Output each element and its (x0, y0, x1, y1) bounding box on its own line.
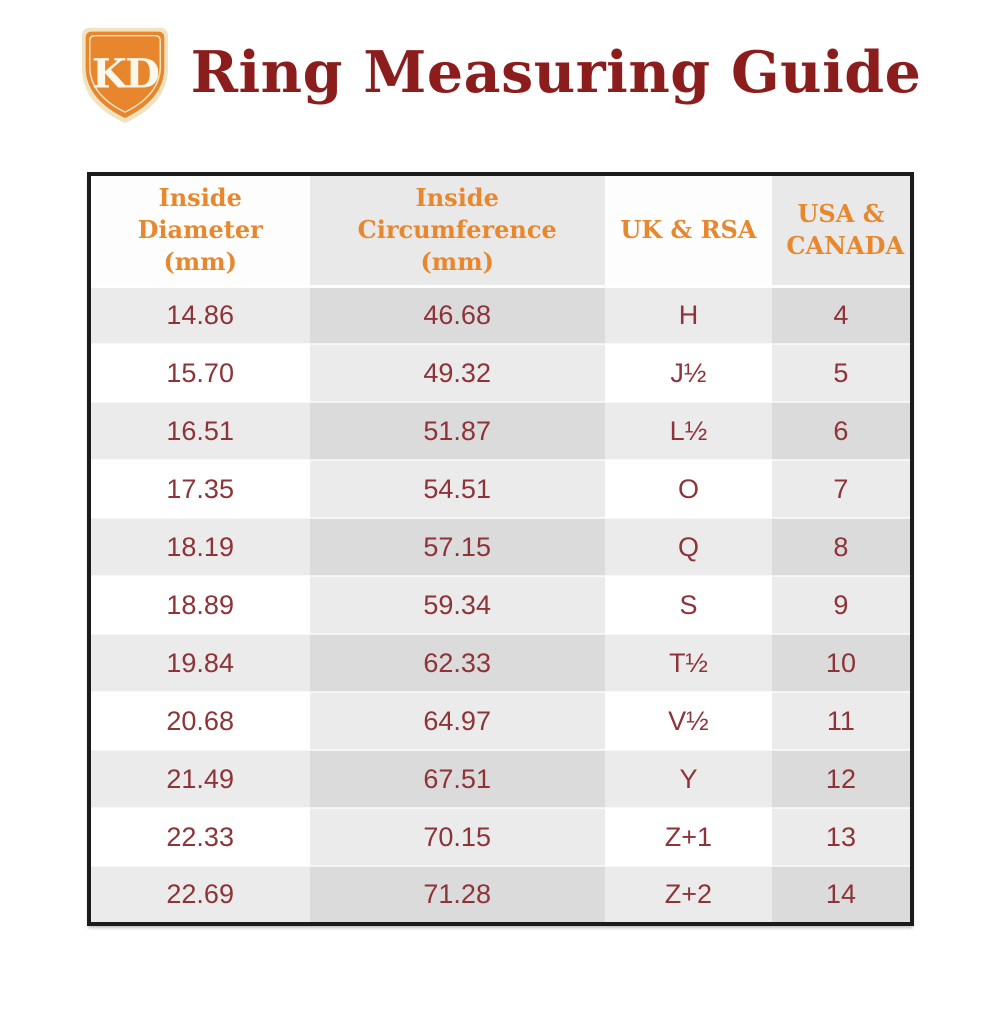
table-cell: 8 (772, 518, 911, 576)
table-cell: 22.33 (89, 808, 310, 866)
table-row (89, 286, 912, 344)
table-cell: 54.51 (310, 460, 605, 518)
table-cell: 22.69 (89, 866, 310, 924)
table-cell: H (605, 286, 773, 344)
table-cell: J½ (605, 344, 773, 402)
col-header-usa-canada: USA & CANADA (772, 174, 911, 286)
table-row (89, 460, 912, 518)
table-row (89, 808, 912, 866)
table-cell: 70.15 (310, 808, 605, 866)
table-cell: 18.19 (89, 518, 310, 576)
table-cell: 14.86 (89, 286, 310, 344)
table-cell: Z+1 (605, 808, 773, 866)
table-cell: S (605, 576, 773, 634)
table-cell: 71.28 (310, 866, 605, 924)
table-container (87, 172, 914, 926)
table-cell: 7 (772, 460, 911, 518)
table-cell: 20.68 (89, 692, 310, 750)
table-cell: 9 (772, 576, 911, 634)
table-row (89, 692, 912, 750)
table-cell: 49.32 (310, 344, 605, 402)
table-row (89, 750, 912, 808)
table-cell: 67.51 (310, 750, 605, 808)
ring-size-table (87, 172, 914, 926)
table-cell: 11 (772, 692, 911, 750)
table-cell: L½ (605, 402, 773, 460)
table-cell: 19.84 (89, 634, 310, 692)
table-row (89, 344, 912, 402)
table-cell: 14 (772, 866, 911, 924)
table-cell: 62.33 (310, 634, 605, 692)
table-cell: T½ (605, 634, 773, 692)
table-row (89, 866, 912, 924)
table-cell: 4 (772, 286, 911, 344)
table-row (89, 518, 912, 576)
table-cell: 15.70 (89, 344, 310, 402)
col-header-uk-rsa: UK & RSA (605, 174, 773, 286)
table-cell: 5 (772, 344, 911, 402)
table-cell: 12 (772, 750, 911, 808)
table-cell: Y (605, 750, 773, 808)
page-title: Ring Measuring Guide (190, 38, 922, 106)
table-cell: 18.89 (89, 576, 310, 634)
table-cell: 51.87 (310, 402, 605, 460)
logo-text: KD (91, 49, 158, 97)
page-header (0, 26, 1000, 124)
table-cell: 64.97 (310, 692, 605, 750)
table-cell: 17.35 (89, 460, 310, 518)
table-cell: 16.51 (89, 402, 310, 460)
table-cell: O (605, 460, 773, 518)
table-cell: 21.49 (89, 750, 310, 808)
table-body (89, 286, 912, 924)
table-cell: 57.15 (310, 518, 605, 576)
col-header-inside-diameter: Inside Diameter (mm) (89, 174, 310, 286)
table-cell: Z+2 (605, 866, 773, 924)
table-row (89, 402, 912, 460)
table-row (89, 576, 912, 634)
table-cell: 10 (772, 634, 911, 692)
table-cell: Q (605, 518, 773, 576)
shield-icon (79, 27, 171, 124)
table-cell: V½ (605, 692, 773, 750)
kd-shield-logo (79, 27, 171, 124)
table-cell: 13 (772, 808, 911, 866)
table-head (89, 174, 912, 286)
table-cell: 59.34 (310, 576, 605, 634)
table-cell: 6 (772, 402, 911, 460)
table-row (89, 634, 912, 692)
col-header-inside-circumference: Inside Circumference (mm) (310, 174, 605, 286)
table-header-row (89, 174, 912, 286)
table-cell: 46.68 (310, 286, 605, 344)
